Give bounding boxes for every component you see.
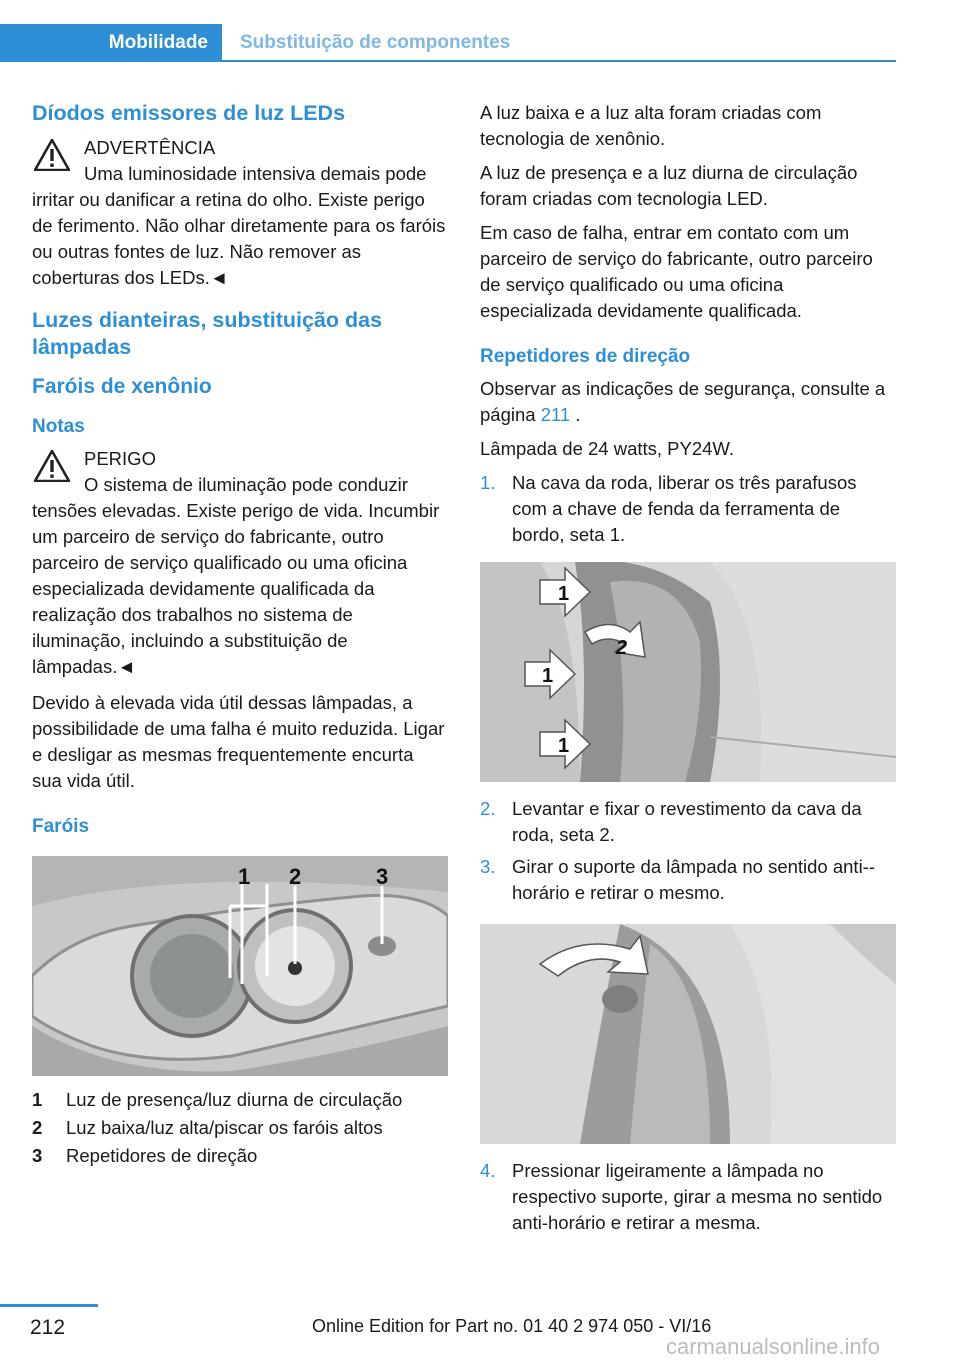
wheel-arch-figure <box>480 562 896 782</box>
page-link-211[interactable]: 211 <box>540 404 571 425</box>
paragraph-xenon-tech: A luz baixa e a luz alta foram criadas com tecnologia de xenônio. <box>480 102 822 149</box>
danger-text: O sistema de iluminação pode conduzir tensões elevadas. Existe perigo de vida. Incumbir um parceiro de serviço do fabricante, outro parceiro de serviço qualificado ou uma oficina especializada devidamente qualificada da realização dos trabalhos no sistema de iluminação, incluindo a substituição de lâmpadas.◄ <box>32 474 440 677</box>
heading-xenon: Faróis de xenônio <box>32 375 212 398</box>
paragraph-led-tech: A luz de presença e a luz diurna de circulação foram criadas com tecnologia LED. <box>480 162 858 209</box>
wheel-arch-illustration <box>480 562 896 782</box>
right-column <box>480 100 896 1244</box>
edition-note: Online Edition for Part no. 01 40 2 974 050 - VI/16 <box>312 1316 712 1336</box>
figure-label: 2 <box>289 864 302 889</box>
legend-text: Luz baixa/luz alta/piscar os faróis altos <box>66 1117 383 1138</box>
step-item: 2. Levantar e fixar o revestimento da cava da roda, seta 2. <box>480 798 862 845</box>
footer-rule <box>0 1304 98 1307</box>
legend-number: 2 <box>32 1117 43 1138</box>
danger-voltage <box>32 446 448 680</box>
danger-title: PERIGO <box>84 448 156 469</box>
step-number: 1. <box>480 472 496 493</box>
legend-row <box>32 1086 448 1114</box>
step-number: 2. <box>480 798 496 819</box>
figure-label: 1 <box>542 665 554 687</box>
heading-leds: Díodos emissores de luz LEDs <box>32 101 346 125</box>
tab-substituicao[interactable]: Substituição de componentes <box>240 32 511 53</box>
header-rule <box>0 60 896 62</box>
figure-label: 2 <box>616 637 628 659</box>
legend-number: 3 <box>32 1145 43 1166</box>
header-tabbar <box>0 24 896 62</box>
steps-list-b <box>480 796 896 906</box>
step-number: 4. <box>480 1160 496 1181</box>
figure-label: 1 <box>558 583 570 605</box>
step-item: 4. Pressionar ligeiramente a lâmpada no respectivo suporte, girar a mesma no sentido anti-horário e retirar a mesma. <box>480 1160 883 1233</box>
warning-title: ADVERTÊNCIA <box>84 137 216 158</box>
heading-front-lights: Luzes dianteiras, substituição das lâmpadas <box>32 308 383 359</box>
paragraph-failure: Em caso de falha, entrar em contato com um parceiro de serviço do fabricante, outro parceiro de serviço qualificado ou uma oficina especializada devidamente qualificada. <box>480 222 873 321</box>
legend-row <box>32 1142 448 1170</box>
step-item: 3. Girar o suporte da lâmpada no sentido anti--horário e retirar o mesmo. <box>480 856 876 903</box>
figure-label: 1 <box>238 864 251 889</box>
warning-icon <box>34 139 70 171</box>
steps-list-c <box>480 1158 896 1236</box>
paragraph-bulb: Lâmpada de 24 watts, PY24W. <box>480 438 735 459</box>
warning-leds <box>32 135 448 291</box>
tab-mobilidade[interactable]: Mobilidade <box>0 24 222 62</box>
legend-text: Luz de presença/luz diurna de circulação <box>66 1089 403 1110</box>
legend-number: 1 <box>32 1089 43 1110</box>
bulb-holder-illustration <box>480 924 896 1144</box>
heading-notes: Notas <box>32 416 85 437</box>
left-column <box>32 100 448 1170</box>
step-item: 1. Na cava da roda, liberar os três parafusos com a chave de fenda da ferramenta de bordo, seta 1. <box>480 472 857 545</box>
warning-icon <box>34 450 70 482</box>
paragraph-lifetime: Devido à elevada vida útil dessas lâmpadas, a possibilidade de uma falha é muito reduzida. Ligar e desligar as mesmas frequentemente encurta sua vida útil. <box>32 692 445 791</box>
figure-label: 1 <box>558 735 570 757</box>
heading-farois: Faróis <box>32 816 90 837</box>
legend-text: Repetidores de direção <box>66 1145 258 1166</box>
headlight-illustration <box>32 856 448 1076</box>
bulb-holder-figure <box>480 924 896 1144</box>
headlight-figure <box>32 856 448 1076</box>
steps-list-a <box>480 470 896 548</box>
paragraph-safety: Observar as indicações de segurança, consulte a página 211 . <box>480 378 886 425</box>
warning-text: Uma luminosidade intensiva demais pode irritar ou danificar a retina do olho. Existe perigo de ferimento. Não olhar diretamente para os faróis ou outras fontes de luz. Não remover as coberturas dos LEDs.◄ <box>32 163 446 288</box>
figure-label: 3 <box>376 864 389 889</box>
watermark: carmanualsonline.info <box>666 1334 881 1359</box>
heading-repetidores: Repetidores de direção <box>480 346 691 367</box>
step-number: 3. <box>480 856 496 877</box>
figure-legend <box>32 1086 448 1170</box>
legend-row <box>32 1114 448 1142</box>
page-number: 212 <box>30 1316 66 1339</box>
